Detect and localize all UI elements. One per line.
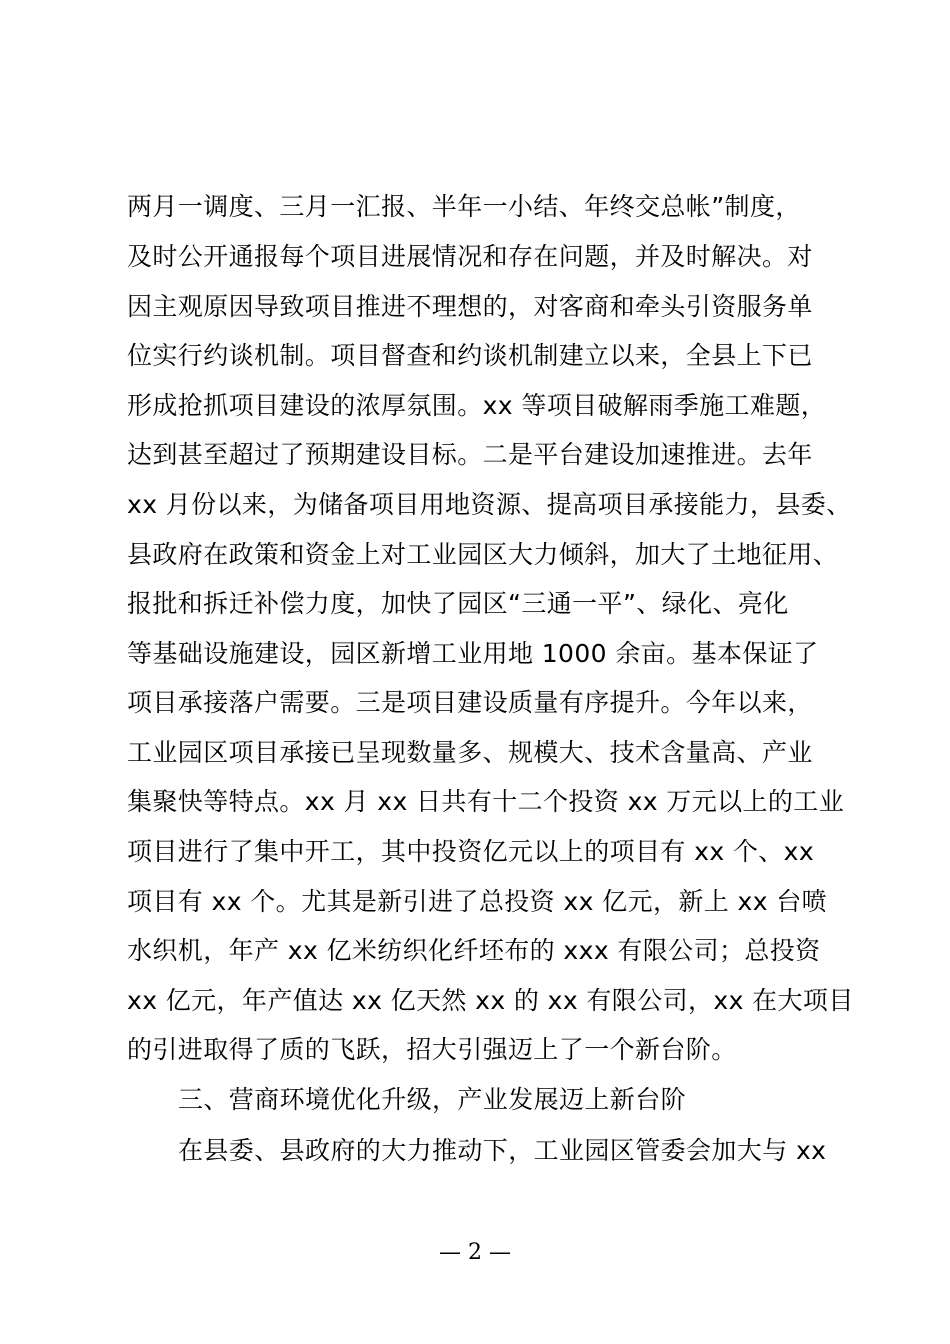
body-line-9: 报批和拆迁补偿力度，加快了园区“三通一平”、绿化、亮化 xyxy=(127,589,789,618)
body-line-15: 项目有 xx 个。尤其是新引进了总投资 xx 亿元，新上 xx 台喷 xyxy=(127,887,828,916)
body-line-10: 等基础设施建设，园区新增工业用地 1000 余亩。基本保证了 xyxy=(127,639,819,668)
body-line-1: 两月一调度、三月一汇报、半年一小结、年终交总帐”制度， xyxy=(127,192,801,221)
body-line-16: 水织机，年产 xx 亿米纺织化纤坯布的 xxx 有限公司；总投资 xyxy=(127,936,821,965)
page-number: — 2 — xyxy=(439,1240,511,1265)
body-line-11: 项目承接落户需要。三是项目建设质量有序提升。今年以来， xyxy=(127,688,813,717)
body-line-3: 因主观原因导致项目推进不理想的，对客商和牵头引资服务单 xyxy=(127,292,813,321)
body-line-14: 项目进行了集中开工，其中投资亿元以上的项目有 xx 个、xx xyxy=(127,837,815,866)
body-line-18: 的引进取得了质的飞跃，招大引强迈上了一个新台阶。 xyxy=(127,1035,737,1064)
body-line-7: xx 月份以来，为储备项目用地资源、提高项目承接能力，县委、 xyxy=(127,490,852,519)
body-line-13: 集聚快等特点。xx 月 xx 日共有十二个投资 xx 万元以上的工业 xyxy=(127,787,845,816)
body-line-6: 达到甚至超过了预期建设目标。二是平台建设加速推进。去年 xyxy=(127,440,813,469)
body-line-5: 形成抢抓项目建设的浓厚氛围。xx 等项目破解雨季施工难题， xyxy=(127,391,827,420)
body-line-4: 位实行约谈机制。项目督查和约谈机制建立以来，全县上下已 xyxy=(127,341,813,370)
paragraph-start-line: 在县委、县政府的大力推动下，工业园区管委会加大与 xx xyxy=(178,1136,827,1165)
body-line-17: xx 亿元，年产值达 xx 亿天然 xx 的 xx 有限公司，xx 在大项目 xyxy=(127,986,854,1015)
section-heading: 三、营商环境优化升级，产业发展迈上新台阶 xyxy=(178,1085,687,1114)
body-line-12: 工业园区项目承接已呈现数量多、规模大、技术含量高、产业 xyxy=(127,738,813,767)
body-line-2: 及时公开通报每个项目进展情况和存在问题，并及时解决。对 xyxy=(127,242,813,271)
body-line-8: 县政府在政策和资金上对工业园区大力倾斜，加大了土地征用、 xyxy=(127,540,839,569)
